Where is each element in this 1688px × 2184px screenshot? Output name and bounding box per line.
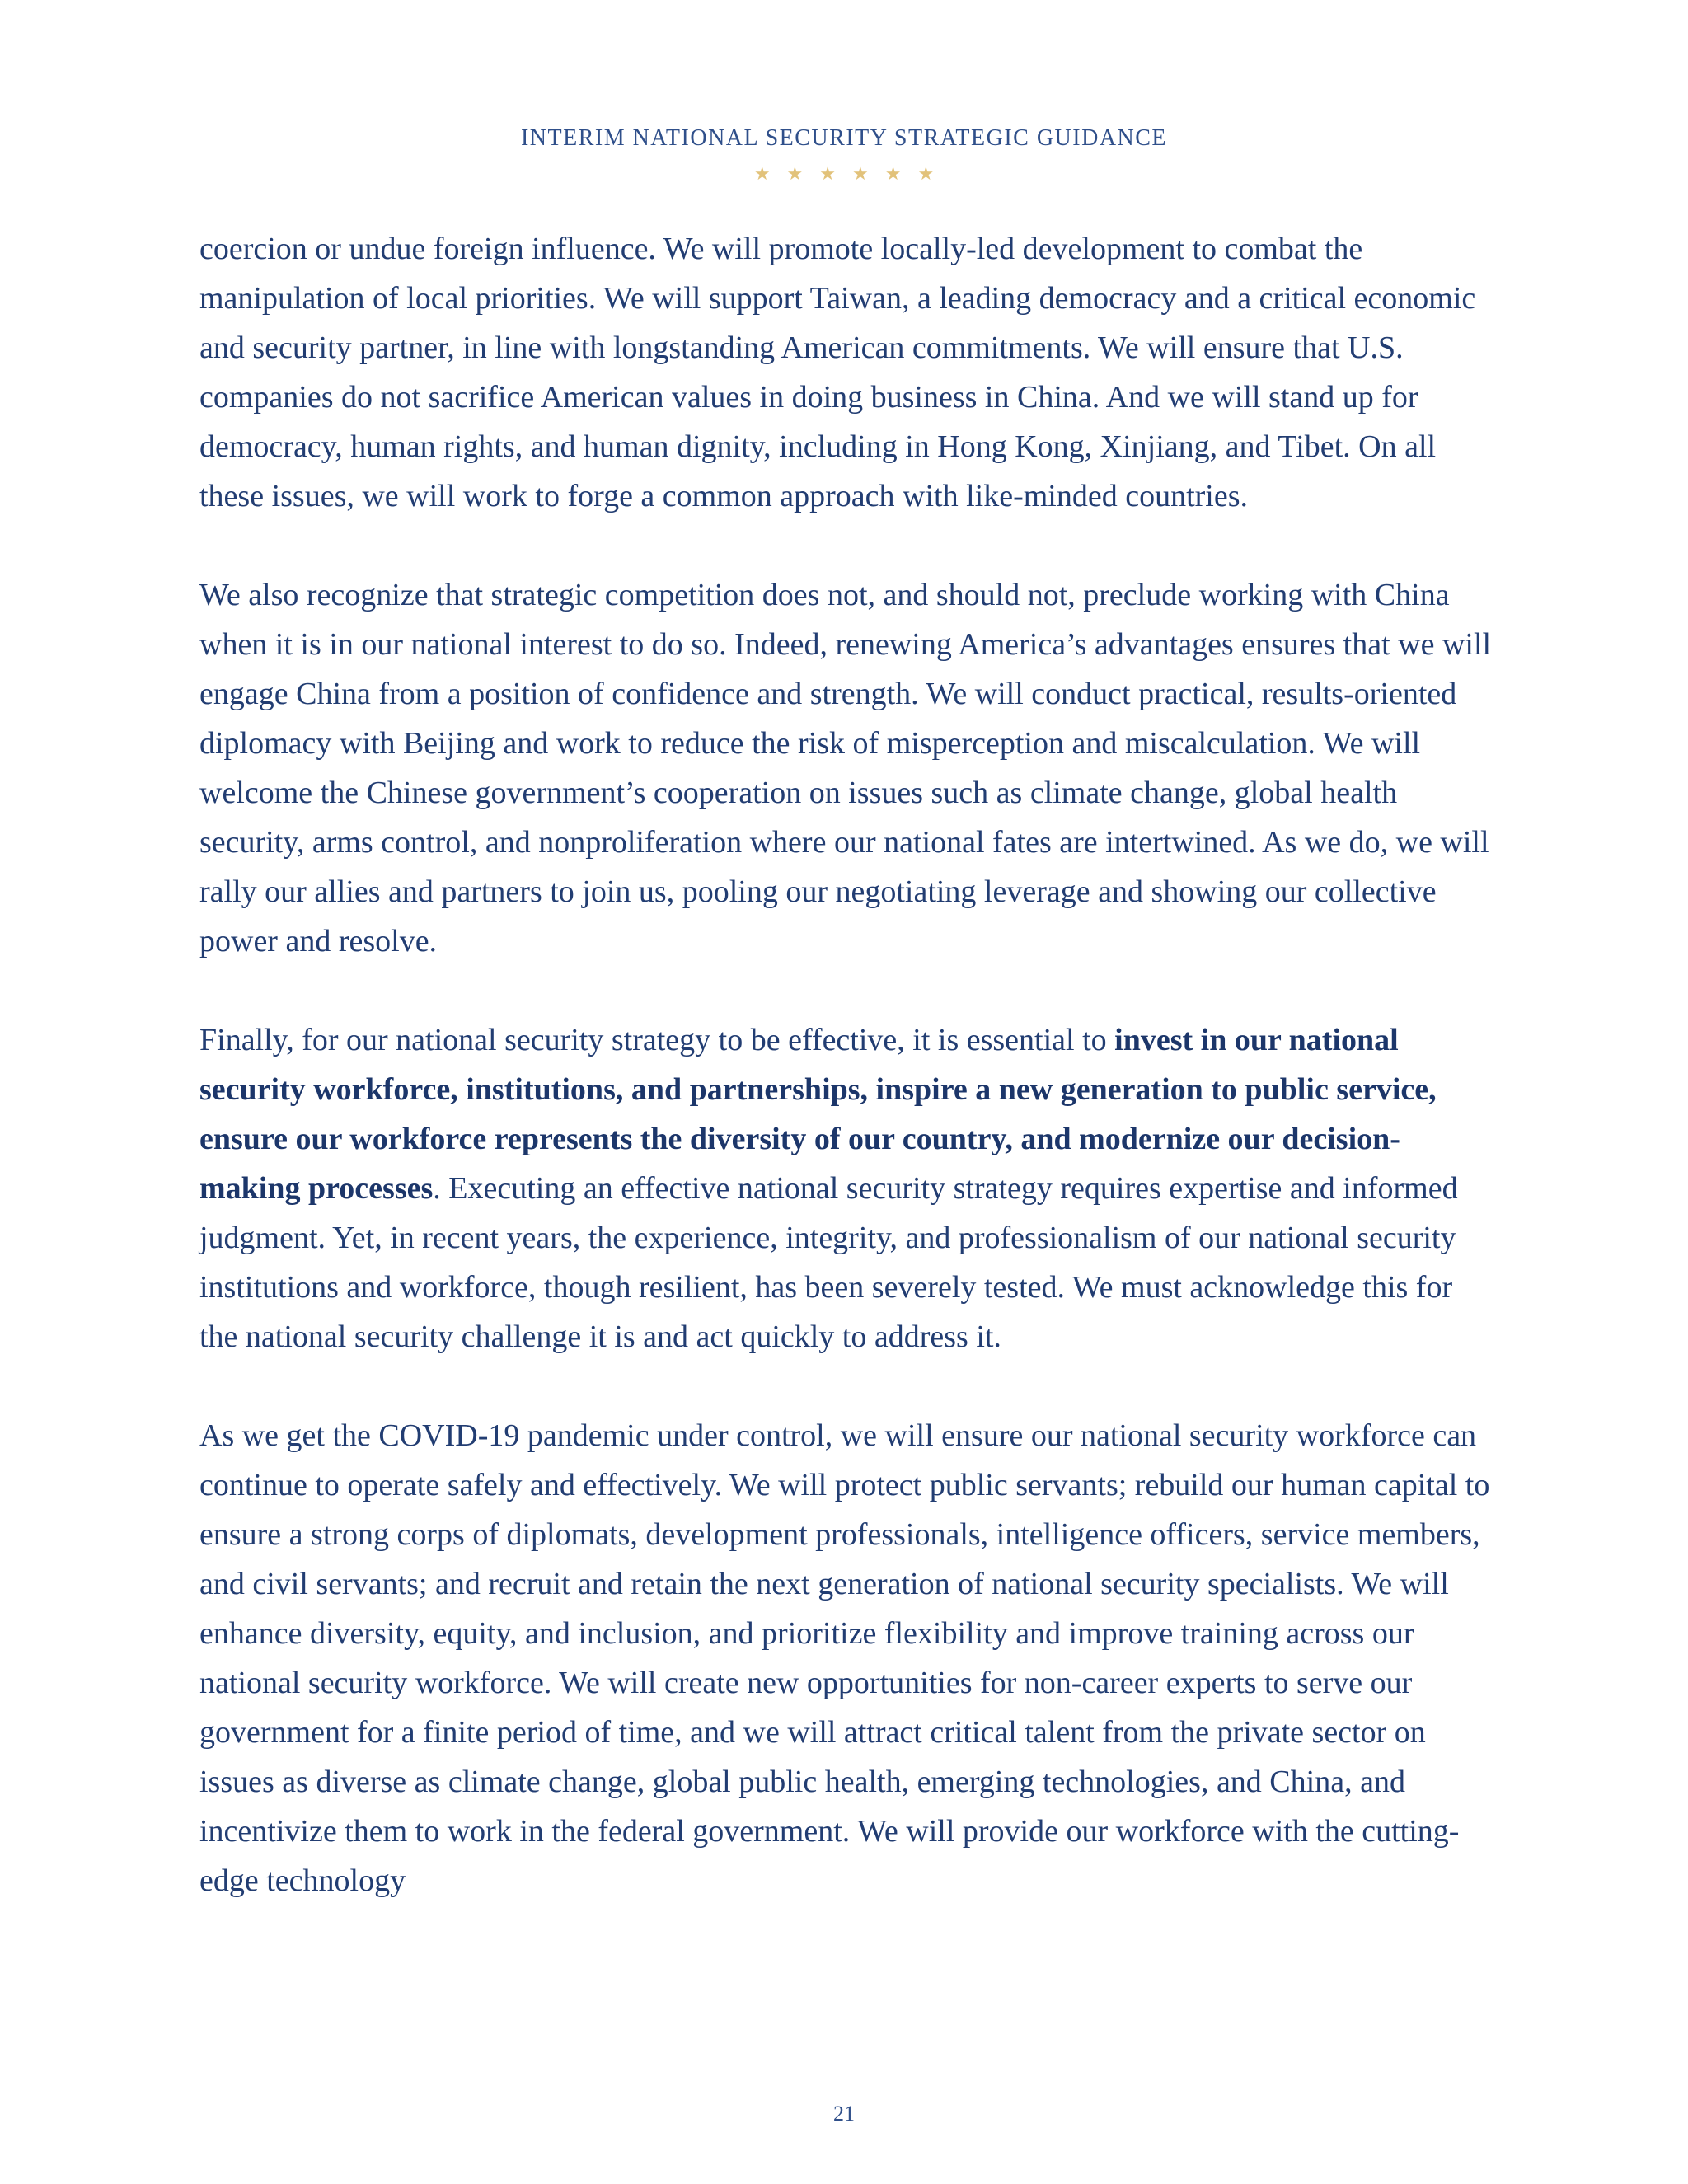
paragraph-workforce-investment bbox=[199, 1015, 1493, 1361]
header-title: INTERIM NATIONAL SECURITY STRATEGIC GUIDANCE bbox=[520, 125, 1168, 151]
paragraph-strategic-competition: We also recognize that strategic competition does not, and should not, preclude working with China when it is in our national interest to do so. Indeed, renewing America’s advantages ensures that we will engage China from a position of confidence and strength. We will conduct practical, results-oriented diplomacy with Beijing and work to reduce the risk of misperception and miscalculation. We will welcome the Chinese government’s cooperation on issues such as climate change, global health security, arms control, and nonproliferation where our national fates are intertwined. As we do, we will rally our allies and partners to join us, pooling our negotiating leverage and showing our collective power and resolve. bbox=[199, 578, 1492, 958]
paragraph-bold-emphasis: invest in our national security workforce, institutions, and partnerships, inspire a new generation to public service, ensure our workforce represents the diversity of our country, and modernize our decision-making processes bbox=[199, 1023, 1437, 1206]
paragraph-taiwan-china: coercion or undue foreign influence. We will promote locally-led development to combat the manipulation of local priorities. We will support Taiwan, a leading democracy and a critical economic and security partner, in line with longstanding American commitments. We will ensure that U.S. companies do not sacrifice American values in doing business in China. And we will stand up for democracy, human rights, and human dignity, including in Hong Kong, Xinjiang, and Tibet. On all these issues, we will work to forge a common approach with like-minded countries. bbox=[199, 232, 1476, 513]
header-stars-decoration: ★★★★★★ bbox=[753, 163, 951, 184]
paragraph-covid-workforce: As we get the COVID-19 pandemic under control, we will ensure our national security workforce can continue to operate safely and effectively. We will protect public servants; rebuild our human capital to ensure a strong corps of diplomats, development professionals, intelligence officers, service members, and civil servants; and recruit and retain the next generation of national security specialists. We will enhance diversity, equity, and inclusion, and prioritize flexibility and improve training across our national security workforce. We will create new opportunities for non-career experts to serve our government for a finite period of time, and we will attract critical talent from the private sector on issues as diverse as climate change, global public health, emerging technologies, and China, and incentivize them to work in the federal government. We will provide our workforce with the cutting-edge technology bbox=[199, 1418, 1490, 1898]
page-number: 21 bbox=[833, 2102, 855, 2125]
paragraph-lead-text: Finally, for our national security strategy to be effective, it is essential to bbox=[199, 1023, 1115, 1057]
paragraph-tail-text: . Executing an effective national security strategy requires expertise and informed judgment. Yet, in recent years, the experience, integrity, and professionalism of our national security institutions and workforce, though resilient, has been severely tested. We must acknowledge this for the national security challenge it is and act quickly to address it. bbox=[199, 1171, 1458, 1354]
page-header bbox=[0, 124, 1688, 186]
document-body bbox=[199, 224, 1493, 1955]
